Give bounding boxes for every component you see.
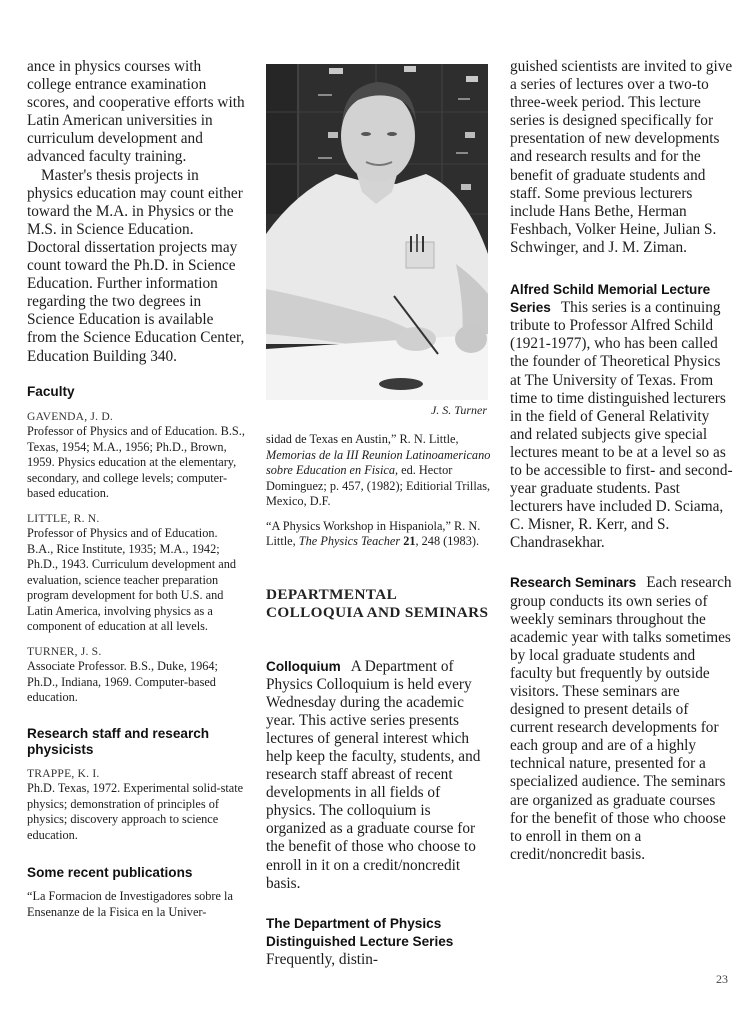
faculty-entry-little <box>27 511 245 635</box>
colloquium-text: A Department of Physics Colloquium is held every Wednesday during the academic year. This active series presents lectures of general interest which help keep the faculty, students, and research staff abreast of recent developments in all fields of physics. The colloquium is organized as a graduate course for the benefit of those who choose to enroll in it on a credit/noncredit basis. <box>266 657 481 892</box>
page-number: 23 <box>716 972 728 986</box>
distinguished-lecture-continued: guished scientists are invited to give a series of lectures over a two-to three-week period. This lecture series is designed specifically for presentation of new developments and research results and for the benefit of graduate students and staff. Some previous lecturers include Hans Bethe, Herman Feshbach, Volker Heine, Julian S. Schwinger, and J. M. Ziman. <box>510 58 733 256</box>
faculty-bio: Professor of Physics and of Education. B.A., Rice Institute, 1935; M.A., 1942; Ph.D., 1943. Curriculum development and evaluation, science teacher preparation program development for both U.S. and Latin America, involving physics as a component of education at all levels. <box>27 526 237 634</box>
paragraph-thesis-projects: Master's thesis projects in physics education may count either toward the M.A. in Physics or the M.S. in Science Education. Doctoral dissertation projects may count toward the Ph.D. in Science Education. Further information regarding the two degrees in Science Education is available from the Science Education Center, Education Building 340. <box>27 166 245 365</box>
faculty-bio: Associate Professor. B.S., Duke, 1964; Ph.D., Indiana, 1969. Computer-based education. <box>27 659 218 705</box>
faculty-name: LITTLE, R. N. <box>27 511 100 525</box>
publication-entry-2 <box>266 519 491 550</box>
schild-lecture-paragraph <box>510 281 735 552</box>
portrait-photo <box>266 64 488 400</box>
portrait-photo-image <box>266 64 488 400</box>
faculty-bio: Professor of Physics and of Education. B.S., Texas, 1954; M.A., 1956; Ph.D., Brown, 1959. Physics education at the elementary, secondary, and college levels; computer-based education. <box>27 424 245 501</box>
research-seminars-text: Each research group conducts its own series of weekly seminars throughout the academic year with talks sometimes by local graduate students and faculty but frequently by outside visitors. These seminars are designed to present details of current research developments for each group and are of a highly technical nature, presented for a specialized audience. The seminars are organized as graduate courses for the benefit of those who choose to enroll in them on a credit/noncredit basis. <box>510 574 732 863</box>
publication-1-text: sidad de Texas en Austin,” R. N. Little, <box>266 432 459 446</box>
publication-1-journal: Memorias de la III Reunion Latinoamericano sobre Education en Fisica <box>266 447 491 477</box>
publication-1-details: , ed. Hector Dominguez; p. 457, (1982); Editiorial Trillas, Mexico, D.F. <box>266 463 491 508</box>
distinguished-lecture-paragraph <box>266 915 491 969</box>
colloquia-section-heading: DEPARTMENTAL COLLOQUIA AND SEMINARS <box>266 585 489 621</box>
photo-caption: J. S. Turner <box>430 403 487 417</box>
staff-name: TRAPPE, K. I. <box>27 766 100 780</box>
paragraph-intro-continued: ance in physics courses with college entrance examination scores, and cooperative efforts with Latin American universities in curriculum development and advanced faculty training. <box>27 58 245 166</box>
distinguished-lecture-text-start: Frequently, distin- <box>266 950 379 968</box>
publication-entry-start: “La Formacion de Investigadores sobre la Ensenanze de la Fisica en la Univer- <box>27 889 233 919</box>
left-column <box>27 58 245 920</box>
research-seminars-title: Research Seminars <box>510 575 637 591</box>
publication-entry-1 <box>266 432 491 510</box>
staff-bio: Ph.D. Texas, 1972. Experimental solid-state physics; demonstration of principles of physics; discovery approach to science education. <box>27 781 244 842</box>
publication-2-journal: The Physics Teacher <box>298 534 401 548</box>
colloquium-title: Colloquium <box>266 658 341 674</box>
faculty-name: GAVENDA, J. D. <box>27 409 113 423</box>
faculty-heading: Faculty <box>27 383 75 399</box>
middle-column <box>266 58 491 969</box>
faculty-name: TURNER, J. S. <box>27 644 102 658</box>
faculty-entry-gavenda <box>27 409 245 502</box>
schild-lecture-title: Alfred Schild Memorial Lecture Series <box>510 282 711 316</box>
staff-entry-trappe <box>27 766 245 844</box>
research-staff-heading: Research staff and research physicists <box>27 725 210 757</box>
distinguished-lecture-title: The Department of Physics Distinguished Lecture Series <box>266 915 454 949</box>
faculty-entry-turner <box>27 644 245 706</box>
publication-2-text: “A Physics Workshop in Hispaniola,” R. N. Little, <box>266 518 481 548</box>
right-column <box>510 58 735 864</box>
publication-2-volume: 21 <box>400 534 416 548</box>
colloquium-paragraph <box>266 658 491 893</box>
publications-heading: Some recent publications <box>27 865 193 881</box>
schild-lecture-text: This series is a continuing tribute to Professor Alfred Schild (1921-1977), who has been called the founder of Theoretical Physics at The University of Texas. From time to time distinguished lecturers in the field of General Relativity and related subjects give special lectures meant to be at a level so as to be accessible to first- and second-year graduate students. Past lecturers have included D. Sciama, C. Misner, R. Kerr, and S. Chandrasekhar. <box>510 299 733 552</box>
publication-2-details: , 248 (1983). <box>415 534 480 548</box>
research-seminars-paragraph <box>510 574 735 864</box>
